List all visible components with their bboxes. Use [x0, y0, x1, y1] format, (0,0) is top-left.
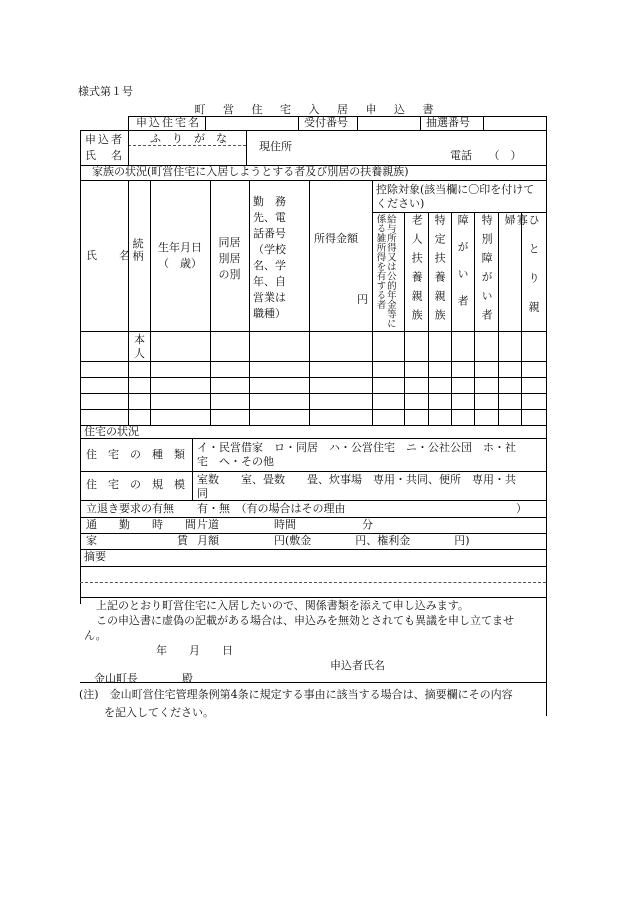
eviction-close: ）: [516, 502, 527, 515]
housing-scale-options[interactable]: 室数 室、畳数 畳、炊事場 専用・共同、便所 専用・共 同: [197, 473, 516, 500]
house-name-field[interactable]: [206, 117, 298, 130]
housing-scale-label: 住 宅 の 規 模: [86, 478, 185, 491]
deduction-single-parent: ひとり親: [527, 214, 541, 330]
applicant-signature-label: 申込者氏名: [330, 659, 385, 672]
applicant-name-label: 氏 名: [85, 149, 124, 162]
eviction-options[interactable]: 有・無 （有の場合はその理由: [197, 502, 346, 515]
housing-heading: 住宅の状況: [84, 425, 139, 438]
remarks-field[interactable]: [82, 567, 544, 595]
reception-number-field[interactable]: [358, 117, 420, 130]
family-heading: 家族の状況(町営住宅に入居しようとする者及び別居の扶養親族): [92, 165, 409, 178]
deduction-salary-earner: 給与所得又は公的年金等に係る雑所得を有する者: [374, 214, 396, 328]
eviction-label: 立退き要求の有無: [86, 502, 174, 515]
note-line-1: (注) 金山町営住宅管理条例第4条に規定する事由に該当する場合は、摘要欄にその内容: [79, 688, 513, 701]
col-workplace: 勤 務 先、電 話番号 （学校 名、学 年、自 営業は 職種）: [253, 195, 286, 320]
housing-type-label: 住 宅 の 種 類: [86, 448, 185, 461]
applicant-label: 申込者: [85, 133, 124, 146]
deduction-widow: 寡婦: [503, 214, 529, 300]
note-line-2: を記入してください。: [104, 706, 214, 719]
col-relation: 続柄: [131, 238, 145, 262]
address-label: 申込住宅名: [136, 116, 201, 129]
col-income: 所得金額: [314, 232, 358, 245]
declaration-line-3: ん。: [84, 629, 107, 642]
application-date[interactable]: 年 月 日: [156, 644, 233, 657]
rent-label-2: 賃: [177, 534, 188, 547]
remarks-label: 摘要: [84, 550, 106, 563]
deduction-special-disabled: 特別障がい者: [480, 214, 494, 328]
declaration-line-2: この申込書に虚偽の記載がある場合は、申込みを無効とされても異議を申し立てませ: [96, 614, 514, 627]
current-address-label: 現住所: [259, 140, 292, 153]
commute-label: 通 勤 時 間: [86, 518, 196, 531]
deduction-disabled: 障がい者: [456, 214, 470, 322]
col-birth: 生年月日 （ 歳）: [158, 241, 202, 270]
furigana-label: ふ り が な: [150, 132, 227, 145]
deduction-elderly-dependent: 老人扶養親族: [410, 214, 424, 328]
page-title: 町 営 住 宅 入 居 申 込 書: [194, 103, 436, 116]
phone-label: 電話 （ ）: [450, 149, 522, 162]
rent-label-1: 家: [86, 534, 97, 547]
col-name: 氏 名: [86, 249, 130, 262]
deduction-specific-dependent: 特定扶養親族: [433, 214, 447, 328]
reception-number-label: 受付番号: [304, 116, 348, 129]
declaration-line-1: 上記のとおり町営住宅に入居したいので、関係書類を添えて申し込みます。: [96, 599, 469, 612]
col-cohabit: 同居 別居 の別: [218, 236, 241, 281]
form-number: 様式第１号: [78, 85, 133, 98]
self-label: 本人: [134, 333, 145, 360]
col-income-unit: 円: [357, 293, 368, 306]
applicant-name-field[interactable]: [130, 147, 244, 164]
housing-type-options[interactable]: イ・民営借家 ロ・同居 ハ・公営住宅 ニ・公社公団 ホ・社 宅 ヘ・その他: [197, 441, 516, 468]
lottery-number-field[interactable]: [484, 117, 546, 130]
rent-field[interactable]: 月額 円(敷金 円、権利金 円): [197, 534, 470, 547]
commute-field[interactable]: 片道 時間 分: [197, 518, 373, 531]
addressee: 金山町長 殿: [94, 672, 193, 685]
lottery-number-label: 抽選番号: [426, 116, 470, 129]
deduction-heading: 控除対象(該当欄に〇印を付けてください): [376, 183, 535, 210]
